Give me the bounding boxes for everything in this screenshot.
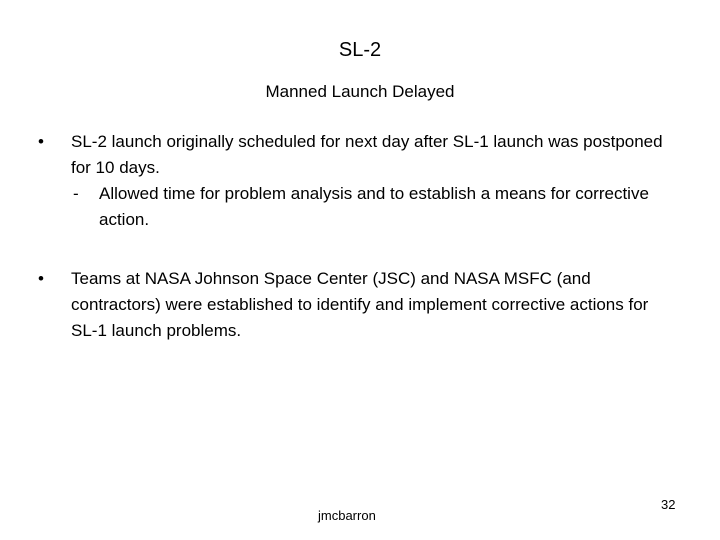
sub-bullet-item	[73, 181, 673, 233]
bullet-item	[38, 129, 678, 181]
page-number: 32	[661, 497, 676, 512]
slide-title: SL-2	[338, 39, 382, 61]
slide-subtitle: Manned Launch Delayed	[265, 82, 455, 101]
bullet-item	[38, 266, 678, 344]
footer-author: jmcbarron	[318, 508, 376, 523]
bullet-marker: •	[38, 269, 44, 288]
sub-bullet-marker: -	[73, 184, 79, 203]
bullet-marker: •	[38, 132, 44, 151]
sub-bullet-text: Allowed time for problem analysis and to establish a means for corrective action.	[99, 184, 649, 229]
bullet-text: Teams at NASA Johnson Space Center (JSC) and NASA MSFC (and contractors) were established to identify and implement corrective actions for SL-1 launch problems.	[71, 269, 649, 340]
bullet-text: SL-2 launch originally scheduled for next day after SL-1 launch was postponed for 10 days.	[71, 132, 663, 177]
